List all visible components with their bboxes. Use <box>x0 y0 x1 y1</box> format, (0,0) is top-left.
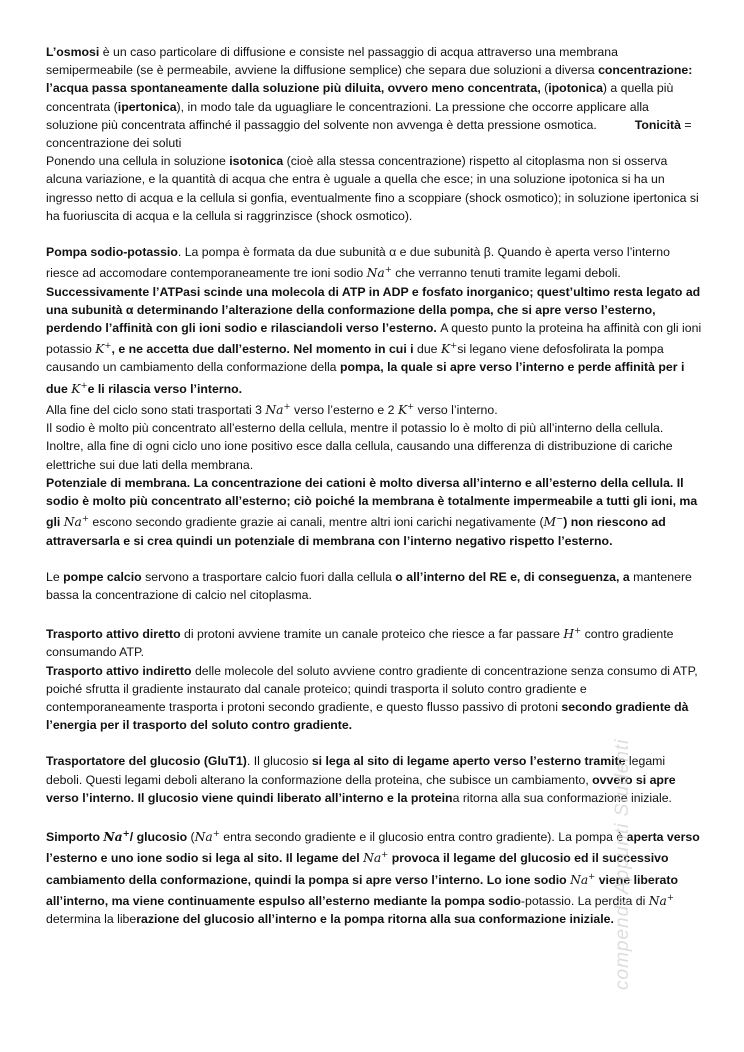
text-run: ( <box>540 81 549 96</box>
k-plus-formula <box>441 342 457 356</box>
text-run: che verranno tenuti tramite legami deboli. <box>391 266 621 281</box>
na-plus-formula <box>363 851 388 865</box>
text-run: escono secondo gradiente grazie ai canali, mentre altri ioni carichi negativamente <box>88 515 537 530</box>
formula-base: Na <box>265 403 284 418</box>
formula-charge: − <box>556 514 564 525</box>
text-run: , e ne accetta due dall’esterno. Nel momento in cui i <box>111 342 414 357</box>
formula-charge: + <box>80 380 88 391</box>
text-run: ) a quella più concentrata ( <box>46 81 674 114</box>
text-run: e li rilascia verso l’interno. <box>87 381 243 396</box>
formula-charge: + <box>450 341 458 352</box>
formula-charge: + <box>381 850 389 861</box>
text-run: ) non riescono ad attraversarla e si crea quindi un potenziale di membrana con l’interno negativo rispetto l’esterno. <box>46 515 666 548</box>
formula-charge: + <box>384 265 392 276</box>
paragraph-gap <box>46 734 702 752</box>
text-run: Le <box>46 569 64 584</box>
formula-charge: + <box>574 626 582 637</box>
term-trasporto-attivo-diretto: Trasporto attivo diretto <box>46 627 181 642</box>
formula-charge: + <box>122 829 130 840</box>
term-potenziale-di-membrana: Potenziale di membrana <box>46 475 187 490</box>
cycle-summary-line <box>46 398 702 419</box>
membrane-potential-paragraph <box>46 474 702 550</box>
term-isotonica: isotonica <box>229 154 284 169</box>
formula-base: Na <box>570 872 589 887</box>
text-run: entra secondo gradiente e il glucosio entra contro gradiente). La pompa è <box>219 830 627 845</box>
text-run: viene liberato all’interno, ma viene continuamente espulso all’esterno mediante la pompa sodio <box>46 872 678 909</box>
symport-paragraph <box>46 825 702 928</box>
text-run: concentrazione: l’acqua passa spontaneamente dalla soluzione più diluita, ovvero meno concentrata, <box>46 63 693 96</box>
formula-charge: + <box>588 871 596 882</box>
formula-base: M <box>543 515 557 530</box>
paragraph-gap <box>46 225 702 243</box>
text-run: -potassio. La perdita di <box>520 894 649 909</box>
text-run: ), in modo tale da uguagliare le concentrazioni. La pressione che occorre applicare alla soluzione più concentrata affinché il passaggio del solvente non avvenga è detta pressione osmotica. <box>46 99 649 132</box>
text-run: verso l’esterno e 2 <box>290 403 398 418</box>
formula-base: H <box>563 627 575 642</box>
na-plus-formula <box>265 403 290 417</box>
text-run: (cioè alla stessa concentrazione) rispetto al citoplasma non si osserva alcuna variazione, e la quantità di acqua che entra è uguale a quella che esce; in una soluzione ipotonica si ha un ingresso netto di acqua e la cellula si gonfia, eventualmente fino a scoppiare (shock osmotico); in soluzione ipertonica si ha fuoriuscita di acqua e la cellula si raggrinzisce (shock osmotico). <box>46 154 699 223</box>
formula-base: Na <box>648 894 667 909</box>
direct-transport-paragraph <box>46 622 702 662</box>
formula-base: Na <box>194 830 213 845</box>
paragraph-gap <box>46 604 702 622</box>
text-run: Successivamente l’ATPasi scinde una molecola di ATP in ADP e fosfato inorganico; quest’ultimo resta legato ad una subunità α determinando l’alterazione della conformazione della pompa, che si apre verso l’esterno, perdendo l’affinità con gli ioni sodio e rilasciandoli verso l’esterno. <box>46 284 701 335</box>
text-run: aperta verso l’esterno e uno ione sodio si lega al sito. Il legame del <box>46 830 700 866</box>
watermark: compendi Appunti Studenti <box>612 738 633 990</box>
text-run: Ponendo una cellula in soluzione <box>46 154 230 169</box>
charge-distribution-line: Inoltre, alla fine di ogni ciclo uno ione positivo esce dalla cellula, causando una differenza di distribuzione di cariche elettriche sui due lati della membrana. <box>46 439 673 472</box>
paragraph-gap <box>46 807 702 825</box>
sodium-concentration-line: Il sodio è molto più concentrato all’esterno della cellula, mentre il potassio lo è molto di più all’interno della cellula. <box>46 421 664 436</box>
term-pompe-calcio: pompe calcio <box>63 569 142 584</box>
k-plus-formula <box>95 342 111 356</box>
text-run: determina la libe <box>46 912 137 927</box>
text-run: ovvero si apre verso l’interno. Il glucosio viene quindi liberato all’interno e la protein <box>46 772 676 805</box>
text-run: secondo gradiente dà l’energia per il trasporto del soluto contro gradiente. <box>46 700 689 733</box>
text-run: contro gradiente consumando ATP. <box>46 627 674 660</box>
na-plus-formula <box>103 829 129 844</box>
glucose-transporter-paragraph <box>46 752 702 807</box>
na-plus-formula <box>570 873 595 887</box>
text-run: si legano viene defosfolirata la pompa causando un cambiamento della conformazione della <box>46 342 664 375</box>
formula-charge: + <box>212 829 220 840</box>
formula-charge: + <box>104 341 112 352</box>
paragraph-gap <box>46 550 702 568</box>
term-ipotonica: ipotonica <box>548 81 603 96</box>
text-run: pompa, la quale si apre verso l’interno e perde affinità per i due <box>46 360 685 396</box>
term-simporto: Simporto <box>46 830 104 845</box>
text-run: a ritorna alla sua conformazione iniziale. <box>452 790 672 805</box>
formula-charge: + <box>81 514 89 525</box>
text-run: Alla fine del ciclo sono stati trasportati 3 <box>46 403 266 418</box>
text-run: servono a trasportare calcio fuori dalla cellula <box>141 569 396 584</box>
formula-charge: + <box>283 401 291 412</box>
term-tonicita: Tonicità <box>634 117 681 132</box>
formula-base: K <box>397 403 408 418</box>
text-run: mantenere bassa la concentrazione di calcio nel citoplasma. <box>46 569 692 602</box>
indirect-transport-paragraph <box>46 662 702 735</box>
na-plus-formula <box>367 266 392 280</box>
text-run: = concentrazione dei soluti <box>46 117 692 151</box>
text-run: legami deboli. Questi legami deboli alterano la conformazione della proteina, che subisce un cambiamento, <box>46 754 666 787</box>
na-plus-formula <box>195 830 220 844</box>
formula-base: Na <box>103 829 123 845</box>
text-run: / glucosio <box>129 830 188 845</box>
text-run: ( <box>536 515 544 530</box>
text-run: razione del glucosio all’interno e la pompa ritorna alla sua conformazione iniziale. <box>136 912 614 927</box>
formula-base: Na <box>63 515 82 530</box>
text-run: o all’interno del RE e, di conseguenza, a <box>395 569 630 584</box>
m-minus-formula <box>544 515 564 529</box>
formula-base: Na <box>366 266 385 281</box>
text-run: . La pompa è formata da due subunità α e due subunità β. Quando è aperta verso l’interno riesce ad accomodare contemporaneamente tre ioni sodio <box>46 245 670 281</box>
na-plus-formula <box>64 515 89 529</box>
text-run: provoca il legame del glucosio ed il successivo cambiamento della conformazione, quindi la pompa si apre verso l’interno. Lo ione sodio <box>46 851 669 887</box>
sodium-potassium-pump-paragraph <box>46 243 702 398</box>
formula-base: K <box>440 342 451 357</box>
text-run: delle molecole del soluto avviene contro gradiente di concentrazione senza consumo di ATP, poiché sfrutta il gradiente instaurato dal canale proteico; quindi trasporta il soluto contro gradiente e contemporaneamente trasporta i protoni secondo gradiente, e questo flusso passivo di protoni <box>46 663 698 715</box>
term-glut1: Trasportatore del glucosio (GluT1) <box>46 754 247 769</box>
text-run: . Il glucosio <box>246 754 312 769</box>
formula-charge: + <box>666 892 674 903</box>
text-run: . La concentrazione dei cationi è molto diversa all’interno e all’esterno della cellula. Il sodio è molto più concentrato all’esterno; ciò poiché la membrana è totalmente impermeabile a tutti gli ioni, ma gli <box>46 475 698 530</box>
calcium-pump-paragraph <box>46 568 702 604</box>
term-pompa-sodio-potassio: Pompa sodio-potassio <box>46 245 178 260</box>
text-run: è un caso particolare di diffusione e consiste nel passaggio di acqua attraverso una membrana semipermeabile (se è permeabile, avviene la diffusione semplice) che separa due soluzioni a diversa <box>46 45 618 78</box>
formula-base: K <box>95 342 105 357</box>
text-run: A questo punto la proteina ha affinità con gli ioni potassio <box>46 320 702 357</box>
text-run: ( <box>187 830 195 845</box>
na-plus-formula <box>649 894 674 908</box>
term-trasporto-attivo-indiretto: Trasporto attivo indiretto <box>46 663 192 678</box>
k-plus-formula <box>398 403 414 417</box>
k-plus-formula <box>71 382 87 396</box>
text-run: si lega al sito di legame aperto verso l’esterno tramite <box>311 754 626 769</box>
text-run: di protoni avviene tramite un canale proteico che riesce a far passare <box>180 627 564 642</box>
isotonic-paragraph <box>46 152 702 225</box>
formula-charge: + <box>407 401 415 412</box>
text-run: due <box>413 342 441 357</box>
osmosis-paragraph <box>46 43 702 152</box>
formula-base: Na <box>363 851 382 866</box>
term-ipertonica: ipertonica <box>117 99 177 114</box>
formula-base: K <box>71 381 81 396</box>
document-page <box>46 43 702 928</box>
text-run: verso l’interno. <box>414 403 498 418</box>
term-osmosi: L’osmosi <box>46 45 100 59</box>
h-plus-formula <box>563 627 581 641</box>
